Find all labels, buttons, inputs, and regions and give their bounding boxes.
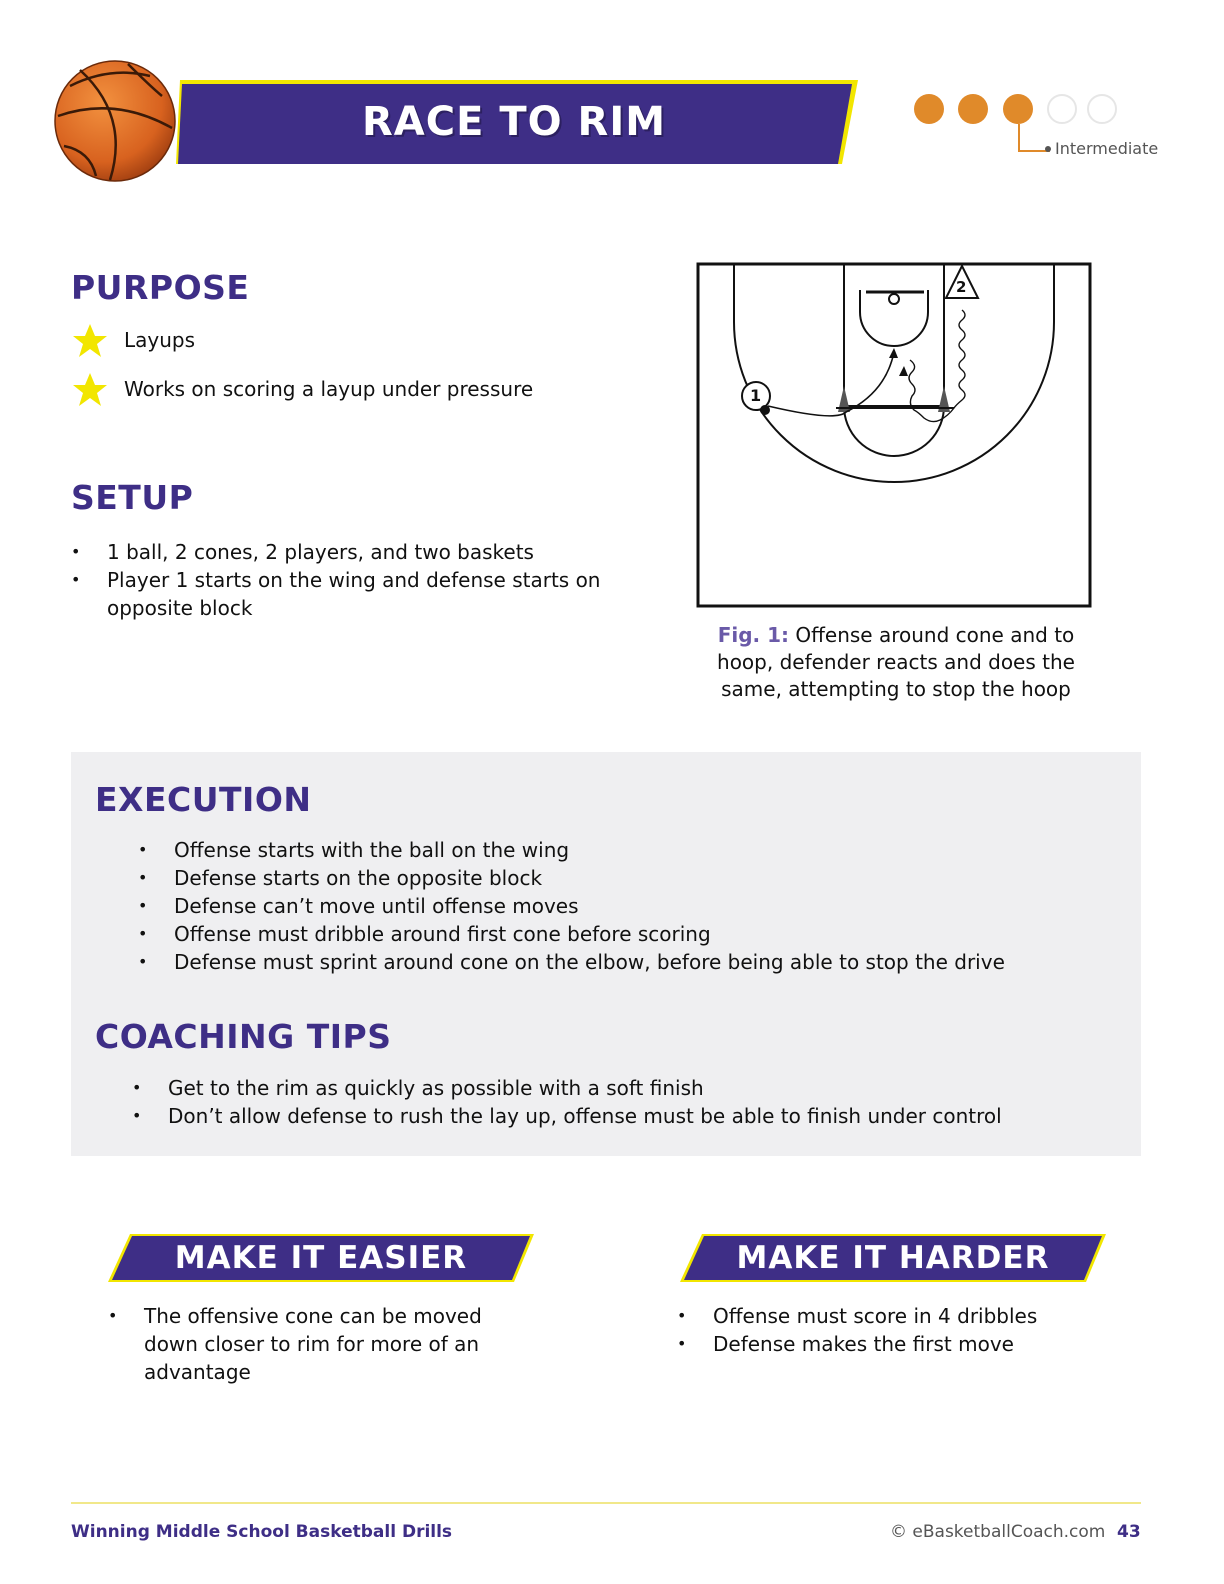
easier-list bbox=[108, 1302, 508, 1386]
list-item: • Offense must score in 4 dribbles bbox=[677, 1302, 1097, 1330]
execution-list bbox=[138, 836, 1118, 976]
make-it-easier-banner bbox=[106, 1232, 536, 1284]
list-item: • Offense must dribble around first cone before scoring bbox=[138, 920, 1118, 948]
figure-caption bbox=[696, 622, 1096, 703]
difficulty-dot-filled bbox=[1003, 94, 1033, 124]
player-2-label: 2 bbox=[956, 278, 967, 296]
make-it-harder-heading: MAKE IT HARDER bbox=[736, 1240, 1050, 1276]
list-item: • 1 ball, 2 cones, 2 players, and two baskets bbox=[71, 538, 611, 566]
list-item: • Defense must sprint around cone on the elbow, before being able to stop the drive bbox=[138, 948, 1118, 976]
coaching-tips-heading: COACHING TIPS bbox=[95, 1017, 392, 1056]
setup-list bbox=[71, 538, 611, 622]
figure-caption-text: Offense around cone and to hoop, defender reacts and does the same, attempting to stop the hoop bbox=[717, 623, 1075, 701]
star-icon bbox=[71, 371, 109, 409]
footer-book-title: Winning Middle School Basketball Drills bbox=[71, 1522, 453, 1542]
purpose-heading: PURPOSE bbox=[71, 268, 250, 307]
purpose-item: Layups bbox=[124, 328, 196, 352]
list-item: • Defense can’t move until offense moves bbox=[138, 892, 1118, 920]
list-item: • Get to the rim as quickly as possible with a soft finish bbox=[132, 1074, 1122, 1102]
list-item: • Offense starts with the ball on the wing bbox=[138, 836, 1118, 864]
court-diagram bbox=[696, 262, 1092, 608]
difficulty-dot-empty bbox=[1047, 94, 1077, 124]
star-icon bbox=[71, 322, 109, 360]
page-title: RACE TO RIM bbox=[361, 99, 667, 145]
footer-divider bbox=[71, 1502, 1141, 1504]
list-item: • Don’t allow defense to rush the lay up, offense must be able to finish under control bbox=[132, 1102, 1122, 1130]
list-item: • Defense starts on the opposite block bbox=[138, 864, 1118, 892]
title-banner bbox=[176, 78, 860, 166]
player-1-label: 1 bbox=[750, 386, 762, 405]
list-item: • Player 1 starts on the wing and defense starts on opposite block bbox=[71, 566, 611, 622]
coaching-tips-list bbox=[132, 1074, 1122, 1130]
difficulty-pointer bbox=[1045, 146, 1051, 152]
purpose-item: Works on scoring a layup under pressure bbox=[124, 377, 534, 401]
page-number: 43 bbox=[1117, 1522, 1141, 1542]
difficulty-label: Intermediate bbox=[1055, 139, 1159, 158]
difficulty-dot-empty bbox=[1087, 94, 1117, 124]
setup-heading: SETUP bbox=[71, 478, 194, 517]
harder-list bbox=[677, 1302, 1097, 1358]
difficulty-dot-filled bbox=[958, 94, 988, 124]
footer-copyright: © eBasketballCoach.com bbox=[890, 1522, 1106, 1542]
basketball-icon bbox=[50, 56, 180, 186]
list-item: • The offensive cone can be moved down closer to rim for more of an advantage bbox=[108, 1302, 508, 1386]
figure-label: Fig. 1: bbox=[717, 623, 790, 647]
difficulty-dot-filled bbox=[914, 94, 944, 124]
make-it-easier-heading: MAKE IT EASIER bbox=[174, 1240, 468, 1276]
execution-heading: EXECUTION bbox=[95, 780, 312, 819]
list-item: • Defense makes the first move bbox=[677, 1330, 1097, 1358]
make-it-harder-banner bbox=[678, 1232, 1108, 1284]
